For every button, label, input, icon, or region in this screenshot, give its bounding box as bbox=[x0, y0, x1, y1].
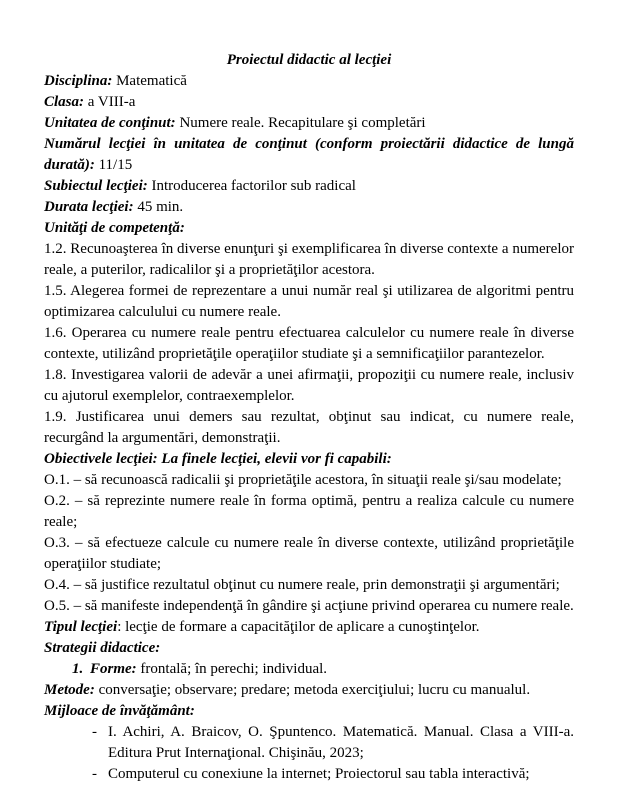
field-label: Numărul lecţiei în unitatea de conţinut (conform proiectării didactice de lungă durată): bbox=[44, 136, 574, 173]
field-label: Unitatea de conţinut: bbox=[44, 115, 176, 131]
field-value: 45 min. bbox=[137, 199, 184, 215]
competence-item: 1.9. Justificarea unui demers sau rezultat, obţinut sau indicat, cu numere reale, recurgând la argumentări, demonstraţii. bbox=[44, 409, 574, 446]
field-clasa bbox=[44, 92, 574, 113]
field-numarul bbox=[44, 134, 574, 176]
hyphen-bullet: - bbox=[92, 724, 97, 740]
competence-item: 1.6. Operarea cu numere reale pentru efectuarea calculelor cu numere reale în diverse contexte, utilizând proprietăţile operaţiilor studiate şi a semnificaţiilor parantezelor. bbox=[44, 325, 574, 362]
field-disciplina bbox=[44, 71, 574, 92]
objective-item: O.1. – să recunoască radicalii şi proprietăţile acestora, în situaţii reale şi/sau modelate; bbox=[44, 472, 562, 488]
objective-item: O.3. – să efectueze calcule cu numere reale în diverse contexte, utilizând proprietăţile operaţiilor studiate; bbox=[44, 535, 574, 572]
competence-item: 1.8. Investigarea valorii de adevăr a unei afirmaţii, propoziţii cu numere reale, inclusiv cu ajutorul exemplelor, contraexemplelor. bbox=[44, 367, 574, 404]
competence-item: 1.5. Alegerea formei de reprezentare a unui număr real şi utilizarea de algoritmi pentru optimizarea calculului cu numere reale. bbox=[44, 283, 574, 320]
methods-label: Metode: bbox=[44, 682, 95, 698]
field-value: a VIII-a bbox=[87, 94, 136, 110]
objective-item: O.2. – să reprezinte numere reale în forma optimă, pentru a realiza calcule cu numere reale; bbox=[44, 493, 574, 530]
means-heading: Mijloace de învăţământ: bbox=[44, 703, 195, 719]
field-unitatea bbox=[44, 113, 574, 134]
means-item: - Computerul cu conexiune la internet; Proiectorul sau tabla interactivă; bbox=[92, 764, 574, 785]
objective-item: O.5. – să manifeste independenţă în gândire şi acţiune privind operarea cu numere reale. bbox=[44, 598, 574, 614]
means-item: - I. Achiri, A. Braicov, O. Şpuntenco. Matematică. Manual. Clasa a VIII-a. Editura Prut Internaţional. Chişinău, 2023; bbox=[92, 722, 574, 764]
methods-value: conversaţie; observare; predare; metoda exerciţiului; lucru cu manualul. bbox=[98, 682, 531, 698]
list-number: 1. bbox=[72, 661, 84, 677]
field-value: 11/15 bbox=[98, 157, 133, 173]
competences-heading: Unităţi de competenţă: bbox=[44, 220, 185, 236]
forms-label: Forme: bbox=[90, 661, 137, 677]
field-label: Clasa: bbox=[44, 94, 85, 110]
forms-value: frontală; în perechi; individual. bbox=[140, 661, 328, 677]
field-durata bbox=[44, 197, 574, 218]
objectives-heading: Obiectivele lecţiei: La finele lecţiei, elevii vor fi capabili: bbox=[44, 451, 392, 467]
field-subiectul bbox=[44, 176, 574, 197]
field-label: Subiectul lecţiei: bbox=[44, 178, 148, 194]
lesson-type-label: Tipul lecţiei bbox=[44, 619, 118, 635]
field-label: Disciplina: bbox=[44, 73, 113, 89]
page-title: Proiectul didactic al lecţiei bbox=[226, 52, 392, 68]
field-label: Durata lecţiei: bbox=[44, 199, 134, 215]
hyphen-bullet: - bbox=[92, 766, 97, 782]
strategies-heading: Strategii didactice: bbox=[44, 640, 161, 656]
lesson-type-line bbox=[44, 617, 574, 638]
field-value: Matematică bbox=[116, 73, 187, 89]
competence-item: 1.2. Recunoaşterea în diverse enunţuri şi exemplificarea în diverse contexte a numerelor reale, a puterilor, radicalilor şi a proprietăţilor acestora. bbox=[44, 241, 574, 278]
field-value: Introducerea factorilor sub radical bbox=[151, 178, 356, 194]
objective-item: O.4. – să justifice rezultatul obţinut cu numere reale, prin demonstraţii şi argumentări; bbox=[44, 577, 560, 593]
strategies-forms-line bbox=[44, 659, 574, 680]
lesson-type-value: : lecţie de formare a capacităţilor de aplicare a cunoştinţelor. bbox=[117, 619, 480, 635]
strategies-methods-line bbox=[44, 680, 574, 701]
field-value: Numere reale. Recapitulare şi completări bbox=[179, 115, 426, 131]
